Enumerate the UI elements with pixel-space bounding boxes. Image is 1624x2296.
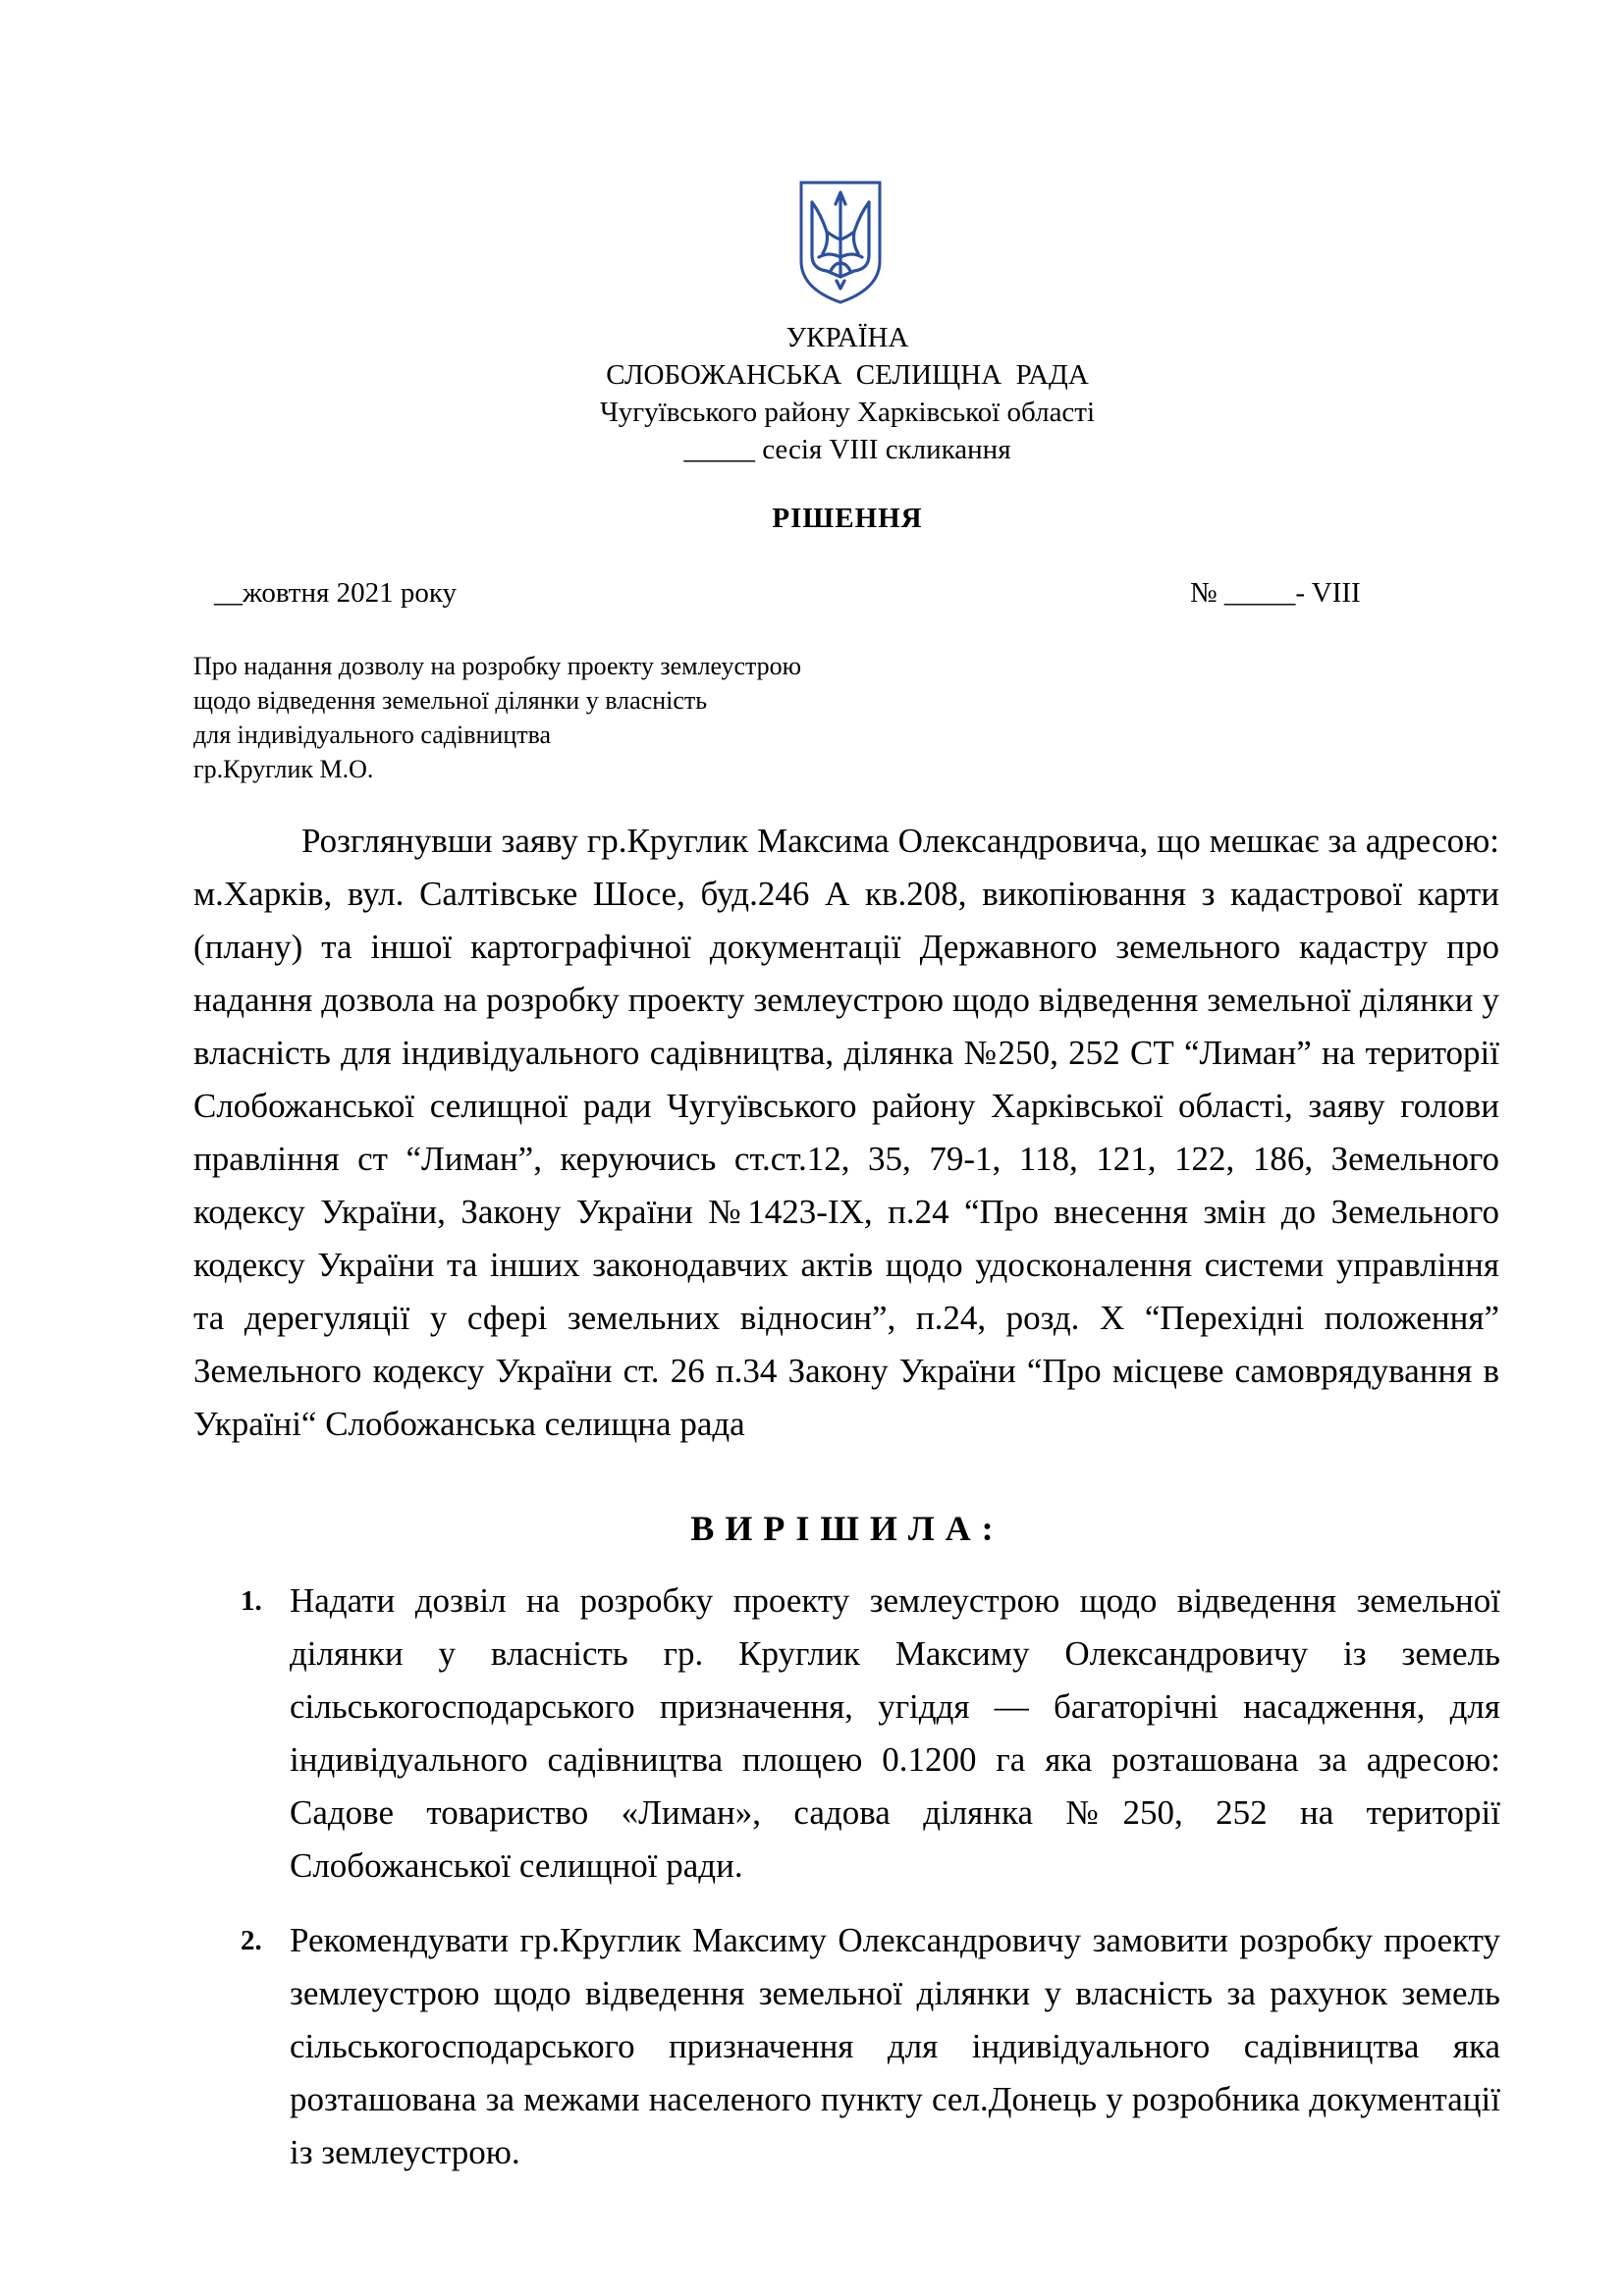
preamble-paragraph: Розглянувши заяву гр.Круглик Максима Олександровича, що мешкає за адресою: м.Харків, вул. Салтівське Шосе, буд.246 А кв.208, викопіювання з кадастрової карти (плану) та іншої картографічної документації Державного земельного кадастру про надання дозвола на розробку проекту землеустрою щодо відведення земельної ділянки у власність для індивідуального садівництва, ділянка №250, 252 СТ “Лиман” на території Слобожанської селищної ради Чугуївського району Харківської області, заяву голови правління ст “Лиман”, керуючись ст.ст.12, 35, 79-1, 118, 121, 122, 186, Земельного кодексу України, Закону України №1423-ІХ, п.24 “Про внесення змін до Земельного кодексу України та інших законодавчих актів щодо удосконалення системи управління та дерегуляції у сфері земельних відносин”, п.24, розд. Х “Перехідні положення” Земельного кодексу України ст. 26 п.34 Закону України “Про місцеве самоврядування в Україні“ Слобожанська селищна рада (193, 822, 1499, 1443)
document-title: РІШЕННЯ (772, 503, 923, 534)
decision-date: __жовтня 2021 року (214, 577, 457, 609)
coat-of-arms-trident-icon (797, 179, 884, 306)
subject-line: щодо відведення земельної ділянки у власність (193, 686, 708, 715)
header-region: Чугуївського району Харківської області (599, 397, 1096, 428)
header-council: СЛОБОЖАНСЬКА СЕЛИЩНА РАДА (606, 359, 1089, 391)
item-number: 1. (241, 1585, 262, 1617)
header-country: УКРАЇНА (785, 322, 909, 353)
subject-line: гр.Круглик М.О. (193, 755, 374, 783)
decision-number: № _____- VIII (1190, 577, 1361, 609)
resolved-heading: ВИРІШИЛА: (690, 1509, 1004, 1548)
decision-subject (193, 649, 801, 786)
resolution-items (241, 1575, 1500, 2179)
resolution-item (241, 1914, 1500, 2179)
document-header (0, 319, 1624, 468)
subject-line: Про надання дозволу на розробку проекту землеустрою (193, 652, 802, 680)
subject-line: для індивідуального садівництва (193, 721, 552, 749)
resolution-item (241, 1575, 1500, 1893)
header-session: _____ сесія VIII скликання (683, 434, 1011, 465)
item-text: Надати дозвіл на розробку проекту землеустрою щодо відведення земельної ділянки у власність гр. Круглик Максиму Олександровичу із земель сільськогосподарського призначення, угіддя — багаторічні насадження, для індивідуального садівництва площею 0.1200 га яка розташована за адресою: Садове товариство «Лиман», садова ділянка №250, 252 на території Слобожанської селищної ради. (290, 1581, 1500, 1885)
item-text: Рекомендувати гр.Круглик Максиму Олександровичу замовити розробку проекту землеустрою щодо відведення земельної ділянки у власність за рахунок земель сільськогосподарського призначення для індивідуального садівництва яка розташована за межами населеного пункту сел.Донець у розробника документації із землеустрою. (290, 1921, 1500, 2171)
item-number: 2. (241, 1925, 262, 1956)
